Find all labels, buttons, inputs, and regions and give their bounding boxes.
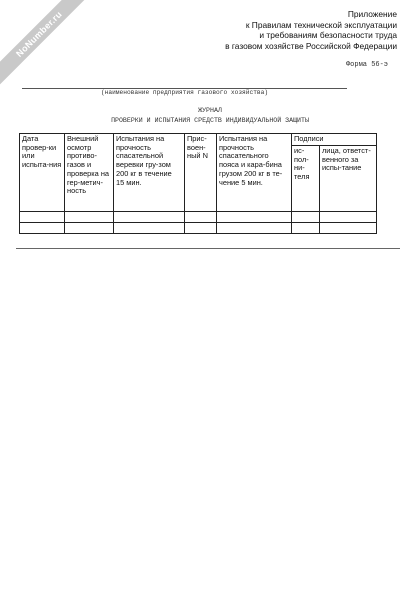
table-cell xyxy=(20,212,65,223)
table-cell xyxy=(217,212,292,223)
form-number: Форма 56-э xyxy=(345,61,388,69)
journal-table xyxy=(19,133,377,234)
table-cell xyxy=(292,212,320,223)
journal-title: ЖУРНАЛ xyxy=(198,107,222,114)
header-line-3: и требованиям безопасности труда xyxy=(259,30,397,41)
document-header xyxy=(167,9,397,51)
watermark-text: NoNumber.ru xyxy=(14,9,64,59)
subheader-performer: ис-пол-ни-теля xyxy=(292,146,320,212)
header-date: Дата провер-ки или испыта-ния xyxy=(20,134,65,212)
header-line-1: Приложение xyxy=(347,9,397,19)
table-row xyxy=(20,212,377,223)
table-cell xyxy=(320,212,377,223)
header-line-4: в газовом хозяйстве Российской Федерации xyxy=(225,40,397,51)
table-cell xyxy=(65,212,114,223)
watermark-ribbon xyxy=(0,0,91,86)
header-line-2: к Правилам технической эксплуатации xyxy=(245,19,397,30)
table-header-row xyxy=(20,134,377,146)
table-cell xyxy=(217,223,292,234)
journal-subtitle: ПРОВЕРКИ И ИСПЫТАНИЯ СРЕДСТВ ИНДИВИДУАЛЬНОЙ ЗАЩИТЫ xyxy=(111,117,309,124)
bottom-divider xyxy=(16,248,400,249)
table-cell xyxy=(65,223,114,234)
header-assigned-number: Прис-воен-ный N xyxy=(185,134,217,212)
table-cell xyxy=(292,223,320,234)
table-cell xyxy=(185,212,217,223)
header-signatures: Подписи xyxy=(292,134,377,146)
table-cell xyxy=(114,212,185,223)
organization-caption: (наименование предприятия газового хозяйства) xyxy=(100,89,269,96)
header-inspection: Внешний осмотр противо-газов и проверка на гер-метич-ность xyxy=(65,134,114,212)
table-cell xyxy=(20,223,65,234)
table-cell xyxy=(320,223,377,234)
table-cell xyxy=(114,223,185,234)
subheader-responsible: лица, ответст-венного за испы-тание xyxy=(320,146,377,212)
table-row xyxy=(20,223,377,234)
header-rope-test: Испытания на прочность спасательной веревки гру-зом 200 кг в течение 15 мин. xyxy=(114,134,185,212)
header-belt-test: Испытания на прочность спасательного пояса и кара-бина грузом 200 кг в те-чение 5 мин. xyxy=(217,134,292,212)
table-cell xyxy=(185,223,217,234)
